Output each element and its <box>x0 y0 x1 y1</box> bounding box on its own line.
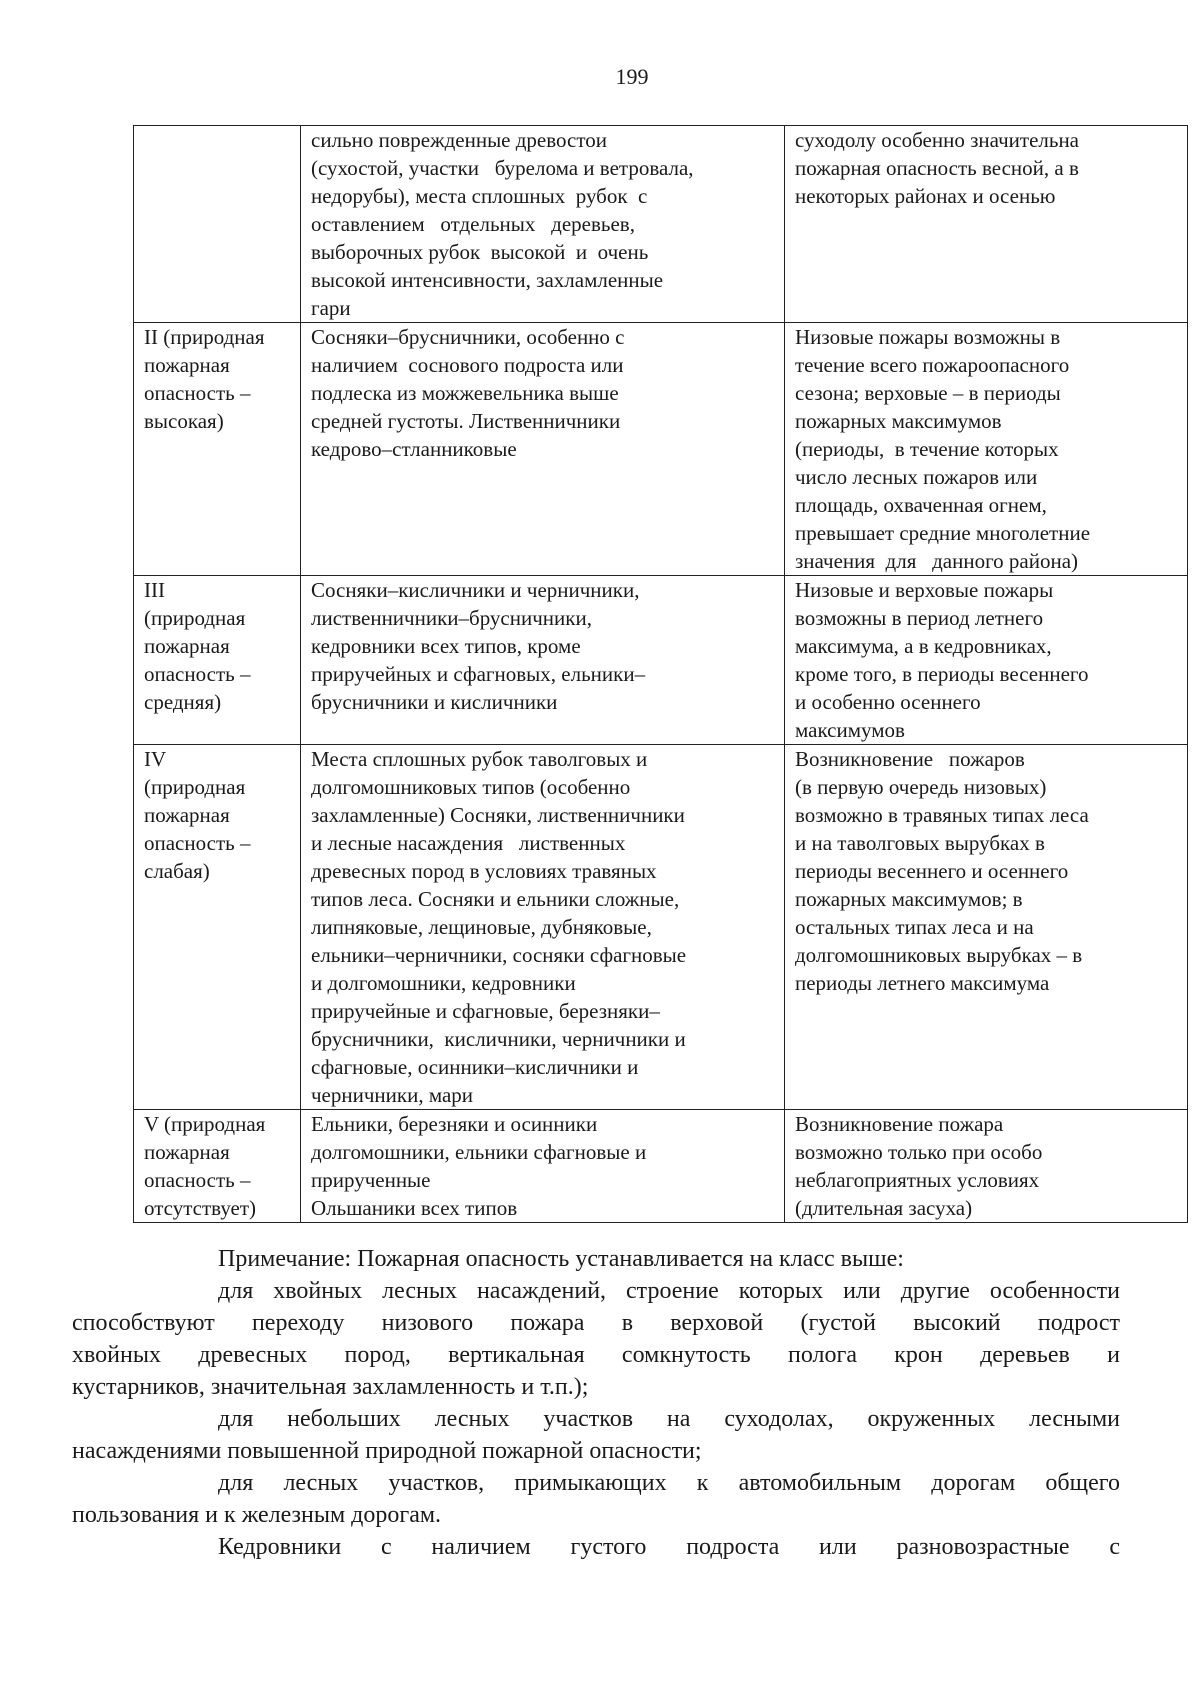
cell-line: и лесные насаждения лиственных <box>311 831 626 855</box>
cell-line: отсутствует) <box>144 1196 257 1220</box>
cell-line: оставлением отдельных деревьев, <box>311 212 635 236</box>
cell-line: лиственничники–брусничники, <box>311 606 592 630</box>
cell-line: кедровники всех типов, кроме <box>311 634 581 658</box>
note-line: хвойных древесных пород, вертикальная сомкнутость полога крон деревьев и <box>72 1342 1120 1368</box>
cell-line: кедрово–стланниковые <box>311 437 517 461</box>
cell-line: II (природная <box>144 325 265 349</box>
cell-line: высокая) <box>144 409 224 433</box>
cell-line: средней густоты. Лиственничники <box>311 409 621 433</box>
cell-line: некоторых районах и осенью <box>795 184 1056 208</box>
cell-line: Места сплошных рубок таволговых и <box>311 747 648 771</box>
note-paragraph <box>145 1243 1120 1275</box>
cell-line: Сосняки–брусничники, особенно с <box>311 325 625 349</box>
cell-line: недорубы), места сплошных рубок с <box>311 184 648 208</box>
cell-line: площадь, охваченная огнем, <box>795 493 1047 517</box>
note-line: Примечание: Пожарная опасность устанавливается на класс выше: <box>218 1246 904 1272</box>
cell-line: выборочных рубок высокой и очень <box>311 240 649 264</box>
table-body <box>134 126 1188 1223</box>
note-line: насаждениями повышенной природной пожарной опасности; <box>72 1438 702 1464</box>
cell-line: максимумов <box>795 718 905 742</box>
forest-types-cell <box>301 745 785 1110</box>
note-paragraph <box>72 1403 1120 1467</box>
cell-line: V (природная <box>144 1112 266 1136</box>
cell-line: периоды весеннего и осеннего <box>795 859 1069 883</box>
cell-line: Низовые и верховые пожары <box>795 578 1054 602</box>
cell-line: возможно только при особо <box>795 1140 1043 1164</box>
cell-line: число лесных пожаров или <box>795 465 1038 489</box>
note-line: для небольших лесных участков на суходолах, окруженных лесными <box>218 1406 1120 1432</box>
danger-class-cell <box>134 323 301 576</box>
cell-line: сфагновые, осинники–кисличники и <box>311 1055 639 1079</box>
forest-types-cell <box>301 126 785 323</box>
cell-line: неблагоприятных условиях <box>795 1168 1040 1192</box>
cell-line: IV <box>144 747 167 771</box>
cell-line: слабая) <box>144 859 210 883</box>
cell-line: наличием соснового подроста или <box>311 353 624 377</box>
forest-types-cell <box>301 1110 785 1223</box>
cell-line: приручейных и сфагновых, ельники– <box>311 662 646 686</box>
cell-line: пожарных максимумов <box>795 409 1002 433</box>
cell-line: (в первую очередь низовых) <box>795 775 1047 799</box>
cell-line: опасность – <box>144 1168 251 1192</box>
danger-class-cell <box>134 126 301 323</box>
cell-line: течение всего пожароопасного <box>795 353 1070 377</box>
cell-line: и на таволговых вырубках в <box>795 831 1045 855</box>
cell-line: (периоды, в течение которых <box>795 437 1059 461</box>
note-line: пользования и к железным дорогам. <box>72 1502 442 1528</box>
cell-line: возможны в период летнего <box>795 606 1044 630</box>
cell-line: средняя) <box>144 690 222 714</box>
cell-line: типов леса. Сосняки и ельники сложные, <box>311 887 680 911</box>
danger-class-cell <box>134 1110 301 1223</box>
cell-line: сезона; верховые – в периоды <box>795 381 1061 405</box>
fire-period-cell <box>785 745 1188 1110</box>
cell-line: брусничники и кисличники <box>311 690 558 714</box>
cell-line: кроме того, в периоды весеннего <box>795 662 1089 686</box>
danger-class-cell <box>134 576 301 745</box>
cell-line: брусничники, кисличники, черничники и <box>311 1027 686 1051</box>
forest-types-cell <box>301 576 785 745</box>
forest-types-cell <box>301 323 785 576</box>
cell-line: приручейные и сфагновые, березняки– <box>311 999 660 1023</box>
cell-line: древесных пород в условиях травяных <box>311 859 657 883</box>
cell-line: Низовые пожары возможны в <box>795 325 1061 349</box>
cell-line: прирученные <box>311 1168 431 1192</box>
note-line: Кедровники с наличием густого подроста или разновозрастные с <box>218 1534 1120 1560</box>
note-paragraph <box>72 1467 1120 1531</box>
cell-line: и особенно осеннего <box>795 690 981 714</box>
cell-line: опасность – <box>144 381 251 405</box>
fire-danger-table <box>133 125 1188 1223</box>
danger-class-cell <box>134 745 301 1110</box>
cell-line: опасность – <box>144 831 251 855</box>
fire-period-cell <box>785 323 1188 576</box>
fire-period-cell <box>785 576 1188 745</box>
cell-line: долгомошниковых типов (особенно <box>311 775 631 799</box>
cell-line: пожарная <box>144 634 230 658</box>
cell-line: Сосняки–кисличники и черничники, <box>311 578 640 602</box>
note-line: для хвойных лесных насаждений, строение которых или другие особенности <box>218 1278 1120 1304</box>
cell-line: (сухостой, участки бурелома и ветровала, <box>311 156 694 180</box>
table-row <box>134 126 1188 323</box>
note-line: способствуют переходу низового пожара в верховой (густой высокий подрост <box>72 1310 1120 1336</box>
cell-line: возможно в травяных типах леса <box>795 803 1089 827</box>
cell-line: гари <box>311 296 351 320</box>
cell-line: остальных типах леса и на <box>795 915 1034 939</box>
table-row <box>134 323 1188 576</box>
cell-line: долгомошники, ельники сфагновые и <box>311 1140 647 1164</box>
cell-line: пожарная <box>144 803 230 827</box>
cell-line: долгомошниковых вырубках – в <box>795 943 1083 967</box>
cell-line: Возникновение пожара <box>795 1112 1004 1136</box>
cell-line: Ольшаники всех типов <box>311 1196 518 1220</box>
cell-line: захламленные) Сосняки, лиственничники <box>311 803 685 827</box>
cell-line: подлеска из можжевельника выше <box>311 381 619 405</box>
table-row <box>134 745 1188 1110</box>
cell-line: максимума, а в кедровниках, <box>795 634 1052 658</box>
cell-line: сильно поврежденные древостои <box>311 128 608 152</box>
cell-line: III <box>144 578 165 602</box>
cell-line: суходолу особенно значительна <box>795 128 1080 152</box>
cell-line: опасность – <box>144 662 251 686</box>
cell-line: (длительная засуха) <box>795 1196 973 1220</box>
cell-line: пожарная <box>144 353 230 377</box>
fire-period-cell <box>785 1110 1188 1223</box>
note-line: кустарников, значительная захламленность и т.п.); <box>72 1374 589 1400</box>
cell-line: периоды летнего максимума <box>795 971 1050 995</box>
page-number: 199 <box>615 64 649 89</box>
cell-line: и долгомошники, кедровники <box>311 971 576 995</box>
cell-line: (природная <box>144 606 246 630</box>
fire-period-cell <box>785 126 1188 323</box>
cell-line: (природная <box>144 775 246 799</box>
note-paragraph <box>72 1275 1120 1403</box>
note-section <box>72 1243 1120 1563</box>
cell-line: пожарных максимумов; в <box>795 887 1023 911</box>
cell-line: пожарная <box>144 1140 230 1164</box>
note-paragraph <box>145 1531 1120 1563</box>
cell-line: Возникновение пожаров <box>795 747 1025 771</box>
cell-line: пожарная опасность весной, а в <box>795 156 1079 180</box>
cell-line: превышает средние многолетние <box>795 521 1091 545</box>
table-row <box>134 576 1188 745</box>
note-line: для лесных участков, примыкающих к автомобильным дорогам общего <box>218 1470 1120 1496</box>
table-row <box>134 1110 1188 1223</box>
cell-line: липняковые, лещиновые, дубняковые, <box>311 915 652 939</box>
cell-line: значения для данного района) <box>795 549 1079 573</box>
cell-line: ельники–черничники, сосняки сфагновые <box>311 943 687 967</box>
cell-line: черничники, мари <box>311 1083 474 1107</box>
cell-line: высокой интенсивности, захламленные <box>311 268 664 292</box>
cell-line: Ельники, березняки и осинники <box>311 1112 598 1136</box>
